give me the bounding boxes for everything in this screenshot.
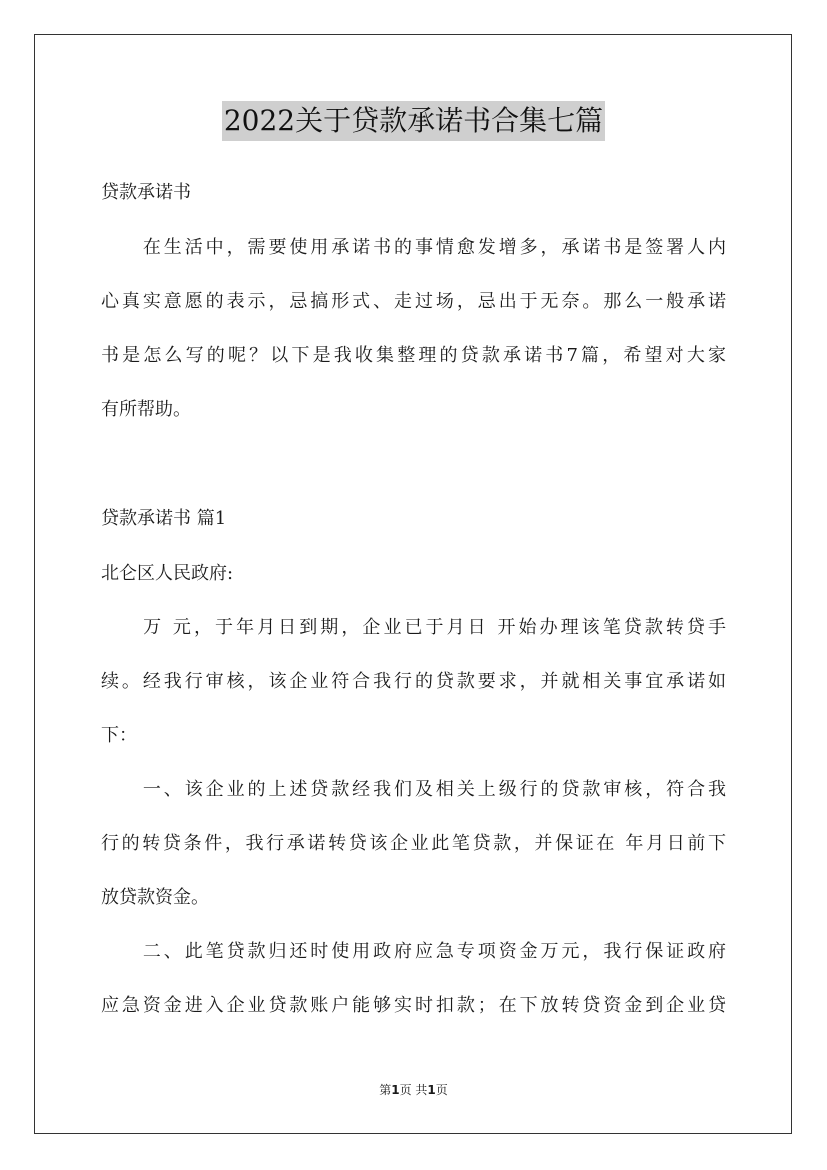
paragraph-line: 放贷款资金。 — [101, 887, 209, 908]
document-title: 2022关于贷款承诺书合集七篇 — [222, 101, 605, 141]
footer-page-number: 1 — [391, 1083, 400, 1097]
paragraph-line: 应急资金进入企业贷款账户能够实时扣款；在下放转贷资金到企业贷 — [101, 995, 726, 1016]
paragraph-line: 在生活中，需要使用承诺书的事情愈发增多，承诺书是签署人内 — [101, 237, 726, 258]
section-heading: 贷款承诺书 — [101, 182, 191, 203]
paragraph-line: 有所帮助。 — [101, 399, 191, 420]
paragraph-line: 续。经我行审核，该企业符合我行的贷款要求，并就相关事宜承诺如 — [101, 671, 726, 692]
paragraph-line: 一、该企业的上述贷款经我们及相关上级行的贷款审核，符合我 — [101, 779, 726, 800]
title-container — [0, 101, 827, 141]
paragraph-line: 二、此笔贷款归还时使用政府应急专项资金万元，我行保证政府 — [101, 941, 726, 962]
paragraph-line: 万 元，于年月日到期，企业已于月日 开始办理该笔贷款转贷手 — [101, 617, 726, 638]
addressee: 北仑区人民政府: — [101, 563, 234, 584]
paragraph-line: 心真实意愿的表示，忌搞形式、走过场，忌出于无奈。那么一般承诺 — [101, 291, 726, 312]
footer-mid: 页 共 — [399, 1083, 428, 1097]
section-heading: 贷款承诺书 篇1 — [101, 508, 227, 529]
footer-suffix: 页 — [435, 1083, 448, 1097]
footer-total-pages: 1 — [427, 1083, 436, 1097]
paragraph-line: 下： — [101, 725, 137, 746]
page-footer — [0, 1082, 827, 1098]
paragraph-line: 行的转贷条件，我行承诺转贷该企业此笔贷款，并保证在 年月日前下 — [101, 833, 726, 854]
paragraph-line: 书是怎么写的呢？以下是我收集整理的贷款承诺书7篇，希望对大家 — [101, 345, 726, 366]
footer-prefix: 第 — [379, 1083, 392, 1097]
